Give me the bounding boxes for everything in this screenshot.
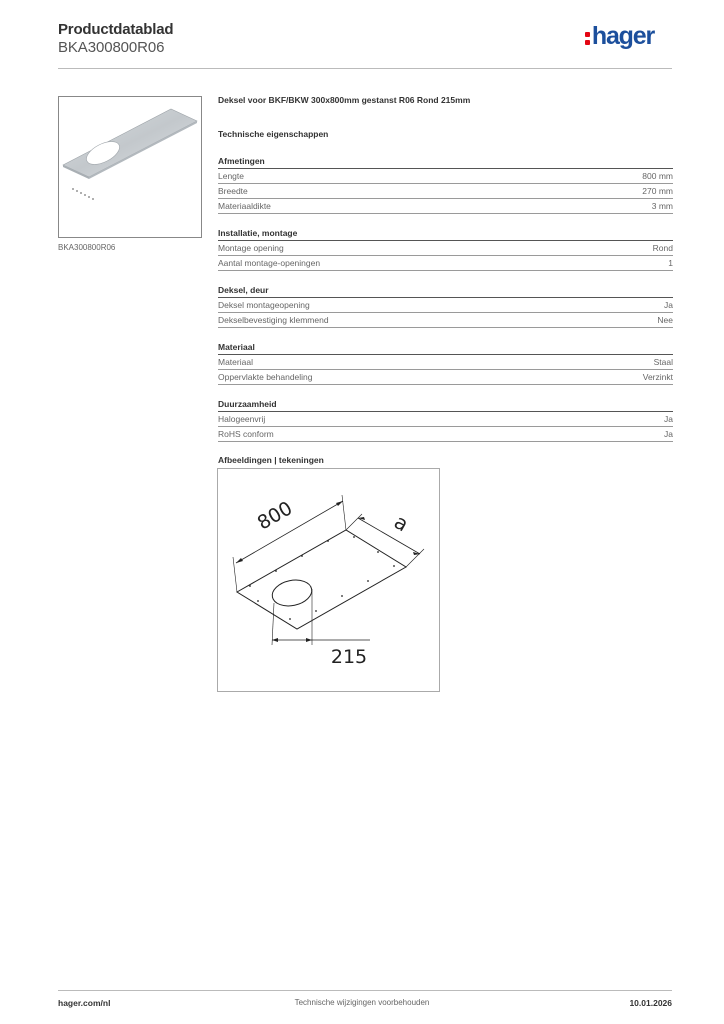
spec-label: Dekselbevestiging klemmend bbox=[218, 315, 329, 325]
page-header bbox=[58, 20, 672, 70]
spec-value: 3 mm bbox=[651, 201, 673, 211]
footer-disclaimer: Technische wijzigingen voorbehouden bbox=[294, 998, 430, 1007]
section-title: Materiaal bbox=[218, 341, 673, 355]
document-title: Productdatablad bbox=[58, 21, 174, 38]
spec-row bbox=[218, 355, 673, 370]
spec-value: 1 bbox=[668, 258, 673, 268]
round-opening bbox=[270, 577, 314, 610]
product-description: Deksel voor BKF/BKW 300x800mm gestanst R06 Rond 215mm bbox=[218, 95, 471, 105]
spec-label: Lengte bbox=[218, 171, 244, 181]
spec-label: Deksel montageopening bbox=[218, 300, 310, 310]
header-divider bbox=[58, 68, 672, 69]
spec-label: Montage opening bbox=[218, 243, 284, 253]
section-duurzaamheid bbox=[218, 398, 673, 442]
dimension-drawing bbox=[218, 469, 439, 691]
spec-label: Breedte bbox=[218, 186, 248, 196]
footer-website-link[interactable]: hager.com/nl bbox=[58, 998, 111, 1008]
footer-divider bbox=[58, 990, 672, 991]
cover-plate-image bbox=[59, 97, 201, 237]
spec-label: Materiaaldikte bbox=[218, 201, 271, 211]
spec-row bbox=[218, 199, 673, 214]
section-title: Deksel, deur bbox=[218, 284, 673, 298]
spec-content bbox=[218, 95, 673, 465]
product-image bbox=[58, 96, 202, 238]
spec-label: Aantal montage-openingen bbox=[218, 258, 321, 268]
plate-outline bbox=[237, 530, 406, 629]
spec-row bbox=[218, 169, 673, 184]
spec-value: Ja bbox=[664, 300, 673, 310]
spec-value: 800 mm bbox=[642, 171, 673, 181]
width-dimension-line bbox=[358, 518, 420, 554]
section-afmetingen bbox=[218, 155, 673, 214]
spec-row bbox=[218, 313, 673, 328]
images-section-title: Afbeeldingen | tekeningen bbox=[218, 455, 324, 465]
spec-value: Verzinkt bbox=[642, 372, 673, 382]
spec-value: Nee bbox=[657, 315, 673, 325]
footer-date: 10.01.2026 bbox=[629, 998, 672, 1008]
spec-row bbox=[218, 298, 673, 313]
spec-row bbox=[218, 412, 673, 427]
spec-label: Oppervlakte behandeling bbox=[218, 372, 313, 382]
width-label: a bbox=[390, 509, 413, 537]
spec-label: RoHS conform bbox=[218, 429, 274, 439]
diameter-label: 215 bbox=[330, 646, 368, 668]
spec-row bbox=[218, 184, 673, 199]
spec-row bbox=[218, 370, 673, 385]
section-title: Duurzaamheid bbox=[218, 398, 673, 412]
spec-value: Ja bbox=[664, 414, 673, 424]
section-title: Installatie, montage bbox=[218, 227, 673, 241]
spec-value: 270 mm bbox=[642, 186, 673, 196]
spec-value: Staal bbox=[653, 357, 673, 367]
tech-properties-title: Technische eigenschappen bbox=[218, 129, 329, 139]
section-title: Afmetingen bbox=[218, 155, 673, 169]
logo-text: hager bbox=[591, 22, 654, 50]
spec-value: Rond bbox=[652, 243, 673, 253]
product-code: BKA300800R06 bbox=[58, 39, 165, 56]
hager-logo bbox=[585, 22, 654, 51]
spec-row bbox=[218, 256, 673, 271]
logo-dots-icon bbox=[585, 26, 590, 46]
spec-label: Halogeenvrij bbox=[218, 414, 266, 424]
section-materiaal bbox=[218, 341, 673, 385]
length-label: 800 bbox=[253, 497, 297, 535]
spec-label: Materiaal bbox=[218, 357, 253, 367]
technical-drawing bbox=[217, 468, 440, 692]
product-image-caption: BKA300800R06 bbox=[58, 243, 116, 252]
section-installatie bbox=[218, 227, 673, 271]
section-deksel bbox=[218, 284, 673, 328]
spec-row bbox=[218, 427, 673, 442]
spec-row bbox=[218, 241, 673, 256]
spec-value: Ja bbox=[664, 429, 673, 439]
